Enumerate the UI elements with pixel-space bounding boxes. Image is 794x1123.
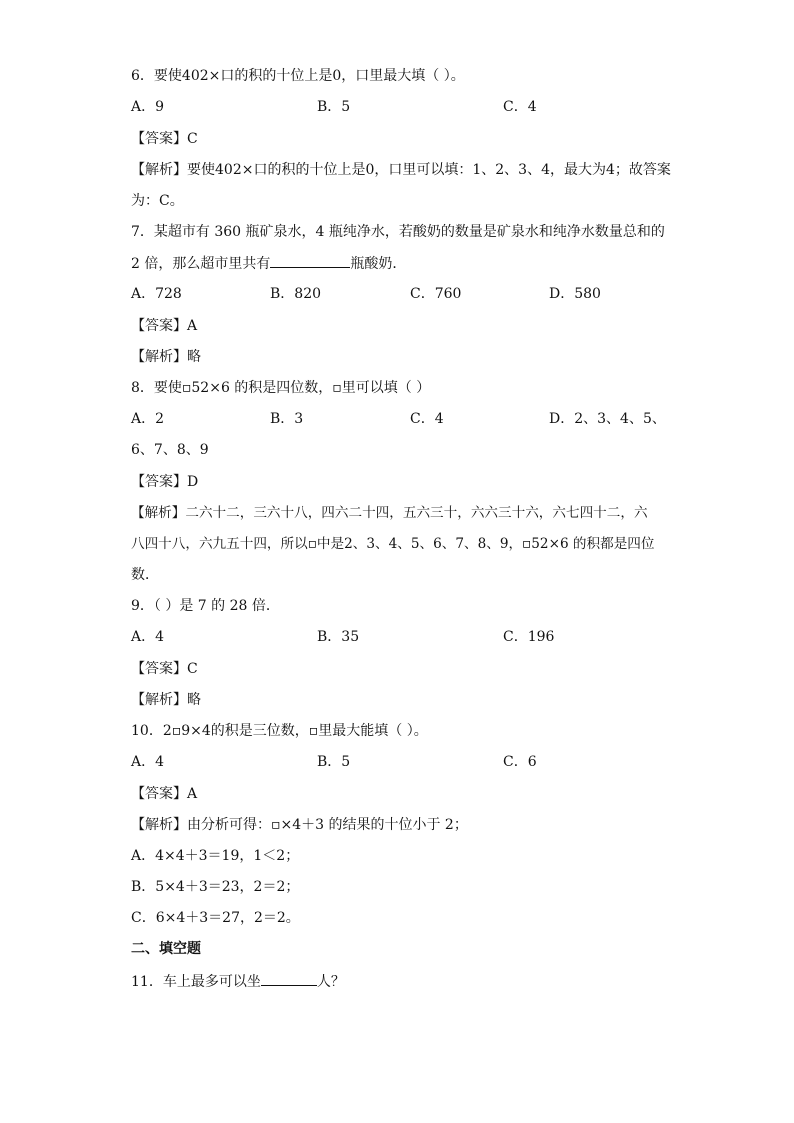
q10-option-a: A．4 xyxy=(131,754,165,770)
q10-step-a: A．4×4＋3＝19，1＜2； xyxy=(131,848,300,864)
q7-stem-line-2 xyxy=(131,253,406,274)
q7-answer-blank xyxy=(270,253,350,268)
q10-step-c: C．6×4＋3＝27，2＝2。 xyxy=(131,910,300,926)
q9-option-a: A．4 xyxy=(131,629,165,645)
q7-option-b: B．820 xyxy=(270,286,322,302)
q9-stem: 9．（ ）是 7 的 28 倍． xyxy=(131,598,280,614)
q10-option-c: C．6 xyxy=(503,754,537,770)
section-title: 二、填空题 xyxy=(131,941,201,957)
q7-stem-part-b: 瓶酸奶． xyxy=(350,256,407,272)
q7-analysis: 【解析】略 xyxy=(131,349,201,365)
q9-option-b: B．35 xyxy=(317,629,360,645)
q11-stem xyxy=(131,971,345,992)
q6-option-b: B．5 xyxy=(317,99,351,115)
q11-stem-part-b: 人？ xyxy=(316,974,345,990)
q8-option-a: A．2 xyxy=(131,411,165,427)
q8-analysis-line-3: 数． xyxy=(131,567,159,583)
q6-analysis-line-1: 【解析】要使402×口的积的十位上是0，口里可以填：1、2、3、4，最大为4；故答案 xyxy=(131,162,671,178)
q7-answer: 【答案】A xyxy=(131,318,198,334)
q6-option-c: C．4 xyxy=(503,99,537,115)
q6-answer: 【答案】C xyxy=(131,131,198,147)
q11-answer-blank xyxy=(261,971,317,986)
q9-option-c: C．196 xyxy=(503,629,555,645)
q8-stem: 8．要使▫52×6 的积是四位数，▫里可以填（ ） xyxy=(131,380,431,396)
q8-answer: 【答案】D xyxy=(131,474,199,490)
q8-option-d: D．2、3、4、5、 xyxy=(549,411,666,427)
q10-step-b: B．5×4＋3＝23，2＝2； xyxy=(131,879,300,895)
q8-analysis-line-2: 八四十八，六九五十四，所以▫中是2、3、4、5、6、7、8、9，▫52×6 的积都是四位 xyxy=(131,536,655,552)
q6-analysis-line-2: 为：C。 xyxy=(131,193,184,209)
q10-answer: 【答案】A xyxy=(131,786,198,802)
q7-stem-part-a: 2 倍，那么超市里共有 xyxy=(131,256,271,272)
q7-option-a: A．728 xyxy=(131,286,182,302)
q8-option-b: B．3 xyxy=(270,411,304,427)
q10-stem: 10．2▫9×4的积是三位数，▫里最大能填（ ）。 xyxy=(131,723,428,739)
q7-option-d: D．580 xyxy=(549,286,601,302)
q8-analysis-line-1: 【解析】二六十二，三六十八，四六二十四，五六三十，六六三十六，六七四十二，六 xyxy=(131,505,648,521)
q6-stem: 6．要使402×口的积的十位上是0，口里最大填（ ）。 xyxy=(131,68,465,84)
q6-option-a: A．9 xyxy=(131,99,165,115)
q10-analysis: 【解析】由分析可得：▫×4＋3 的结果的十位小于 2； xyxy=(131,817,468,833)
q7-stem-line-1: 7．某超市有 360 瓶矿泉水，4 瓶纯净水，若酸奶的数量是矿泉水和纯净水数量总和的 xyxy=(131,224,665,240)
q11-stem-part-a: 11．车上最多可以坐 xyxy=(131,974,261,990)
q8-option-c: C．4 xyxy=(410,411,444,427)
q7-option-c: C．760 xyxy=(410,286,462,302)
q9-answer: 【答案】C xyxy=(131,661,198,677)
q10-option-b: B．5 xyxy=(317,754,351,770)
q8-option-d-continued: 6、7、8、9 xyxy=(131,442,209,458)
q9-analysis: 【解析】略 xyxy=(131,692,201,708)
